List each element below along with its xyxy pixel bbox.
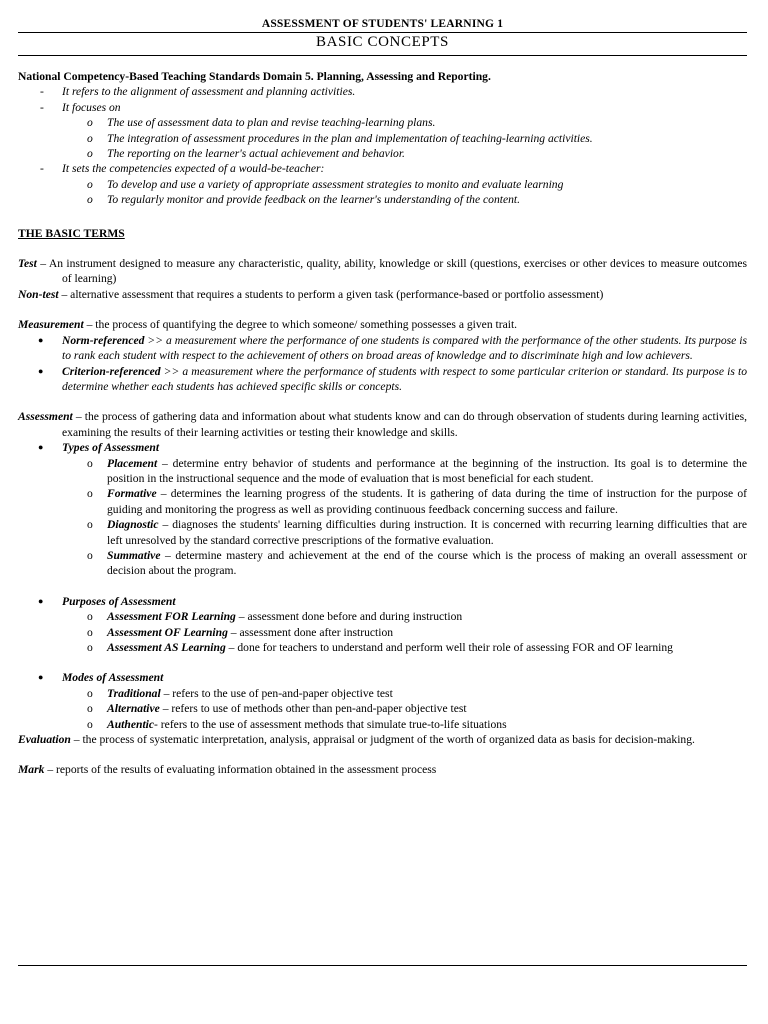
basic-terms-heading: THE BASIC TERMS [18, 226, 125, 240]
term-non-test: Non-test – alternative assessment that requires a students to perform a given task (performance-based or portfolio assessment) [18, 287, 604, 301]
standards-item: - It refers to the alignment of assessment and planning activities. [40, 85, 356, 99]
term-measurement: Measurement – the process of quantifying the degree to which someone/ something possesses a given trait. [18, 318, 518, 332]
mode-item: o Traditional – refers to the use of pen-and-paper objective test [87, 686, 393, 700]
type-item: o Placement – determine entry behavior of students and performance at the beginning of the instruction. Its goal is to determine the position in the instructional sequence and the mode of evaluation that is most beneficial for each student. [87, 456, 747, 485]
type-item: o Summative – determine mastery and achievement at the end of the course which is the process of making an overall assessment or decision about the program. [87, 548, 747, 578]
purpose-item: o Assessment OF Learning – assessment done after instruction [87, 625, 394, 639]
mode-item: o Alternative – refers to use of methods other than pen-and-paper objective test [87, 702, 467, 716]
term-criterion-referenced: ● Criterion-referenced >> a measurement where the performance of students with respect to some particular criterion or standard. Its purpose is to determine whether each students has achieved specific skills or concepts. [38, 364, 747, 393]
footer-rule [18, 965, 747, 966]
purpose-item: o Assessment AS Learning – done for teachers to understand and perform well their role of assessing FOR and OF learning [87, 641, 673, 654]
types-heading: ● Types of Assessment [38, 441, 160, 455]
header-rule-bottom [18, 55, 747, 56]
purposes-heading: ● Purposes of Assessment [38, 594, 176, 608]
header-rule-top [18, 32, 747, 33]
type-item: o Diagnostic – diagnoses the students' learning difficulties during instruction. It is concerned with recurring learning difficulties that are left unresolved by the standard corrective prescriptions of the formative evaluation. [87, 518, 747, 547]
mode-item: o Authentic- refers to the use of assessment methods that simulate true-to-life situations [87, 717, 507, 731]
term-assessment: Assessment – the process of gathering data and information about what students know and can do through observation of students during learning activities, examining the results of their learning activities or testing their knowledge and skills. [18, 410, 747, 439]
standards-item: - It focuses on [40, 100, 121, 114]
standards-item: - It sets the competencies expected of a would-be-teacher: [40, 162, 325, 176]
focus-item: o The reporting on the learner's actual achievement and behavior. [87, 147, 405, 161]
focus-item: o The use of assessment data to plan and revise teaching-learning plans. [87, 116, 436, 130]
modes-heading: ● Modes of Assessment [38, 671, 164, 685]
term-evaluation: Evaluation – the process of systematic interpretation, analysis, appraisal or judgment of the worth of organized data as basis for decision-making. [18, 733, 695, 747]
type-item: o Formative – determines the learning progress of the students. It is gathering of data during the time of instruction for the purpose of guiding and monitoring the progress as well as providing continuous feedback concerning success and failure. [87, 487, 747, 516]
purpose-item: o Assessment FOR Learning – assessment done before and during instruction [87, 610, 463, 624]
focus-item: o The integration of assessment procedures in the plan and implementation of teaching-learning activities. [87, 131, 593, 145]
competency-item: o To develop and use a variety of appropriate assessment strategies to monito and evaluate learning [87, 177, 564, 191]
term-mark: Mark – reports of the results of evaluating information obtained in the assessment process [18, 763, 437, 777]
course-header: ASSESSMENT OF STUDENTS' LEARNING 1 [261, 18, 504, 30]
standards-title: National Competency-Based Teaching Standards Domain 5. Planning, Assessing and Reporting. [18, 70, 491, 83]
competency-item: o To regularly monitor and provide feedback on the learner's understanding of the content. [87, 193, 521, 207]
topic-title: BASIC CONCEPTS [315, 34, 449, 50]
term-norm-referenced: ● Norm-referenced >> a measurement where the performance of one students is compared with the performance of the other students. Its purpose is to rank each student with respect to the achievement of others on broad areas of knowledge and to discriminate high and low achievers. [38, 333, 747, 363]
document-body [18, 69, 747, 778]
term-test: Test – An instrument designed to measure any characteristic, quality, ability, knowledge or skill (questions, exercises or other devices to measure outcomes of learning) [18, 257, 747, 286]
